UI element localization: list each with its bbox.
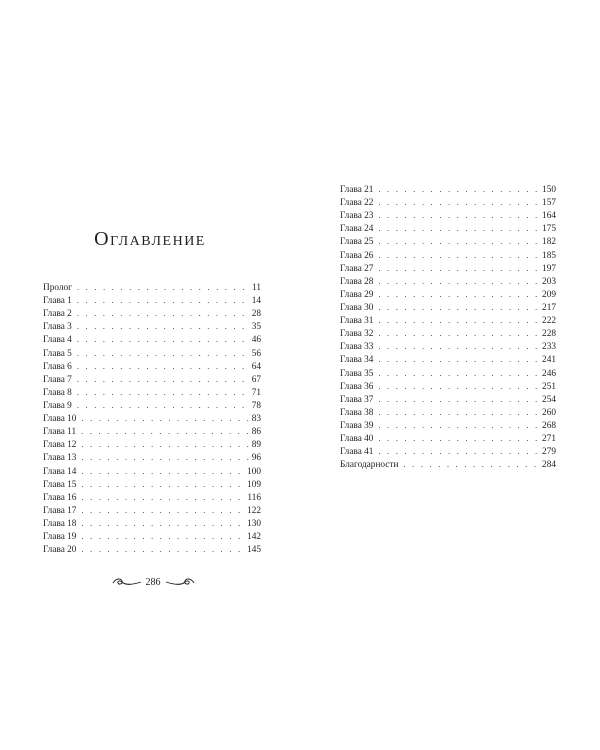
toc-entry <box>43 307 261 320</box>
dot-leader <box>378 340 539 353</box>
toc-entry-label: Пролог <box>43 283 72 293</box>
toc-entry-label: Глава 20 <box>43 545 77 556</box>
dot-leader <box>81 412 248 425</box>
toc-entry <box>340 367 556 380</box>
toc-entry-label: Глава 2 <box>43 309 72 320</box>
toc-entry-label: Глава 16 <box>43 492 77 503</box>
dot-leader <box>378 183 539 196</box>
dot-leader <box>81 491 244 504</box>
toc-entry <box>43 491 261 504</box>
toc-entry-page: 182 <box>542 237 556 248</box>
toc-entry <box>340 288 556 301</box>
toc-entry-page: 157 <box>542 198 556 209</box>
dot-leader <box>378 380 539 393</box>
toc-entry <box>340 419 556 432</box>
toc-entry-page: 197 <box>542 263 556 274</box>
toc-entry-label: Благодарности <box>340 460 399 471</box>
toc-entry <box>340 301 556 314</box>
dot-leader <box>77 320 249 333</box>
toc-entry-page: 209 <box>542 289 556 300</box>
toc-entry <box>43 465 261 478</box>
toc-entry-label: Глава 33 <box>340 342 374 353</box>
toc-entry <box>340 432 556 445</box>
toc-entry <box>43 281 261 294</box>
toc-entry <box>43 530 261 543</box>
toc-entry-page: 175 <box>542 224 556 235</box>
toc-entry-label: Глава 9 <box>43 400 72 411</box>
toc-entry-label: Глава 35 <box>340 368 374 379</box>
toc-entry <box>340 222 556 235</box>
toc-entry-page: 116 <box>247 492 261 503</box>
toc-entry-label: Глава 39 <box>340 420 374 431</box>
toc-entry <box>43 517 261 530</box>
toc-entry-page: 284 <box>542 460 556 471</box>
toc-entry-page: 164 <box>542 211 556 222</box>
toc-entry <box>340 327 556 340</box>
toc-entry <box>43 478 261 491</box>
dot-leader <box>378 262 539 275</box>
toc-entry-page: 89 <box>251 440 261 451</box>
toc-entry-page: 254 <box>542 394 556 405</box>
toc-entry <box>43 347 261 360</box>
toc-entry-page: 228 <box>542 329 556 340</box>
toc-entry-label: Глава 8 <box>43 387 72 398</box>
toc-entry-label: Глава 37 <box>340 394 374 405</box>
dot-leader <box>77 386 249 399</box>
toc-entry-page: 271 <box>542 434 556 445</box>
dot-leader <box>81 438 248 451</box>
toc-entry-label: Глава 13 <box>43 453 77 464</box>
toc-entry-page: 28 <box>251 309 261 320</box>
toc-entry <box>340 183 556 196</box>
toc-entry-page: 14 <box>251 296 261 307</box>
dot-leader <box>378 353 539 366</box>
toc-entry <box>340 445 556 458</box>
toc-entry-label: Глава 41 <box>340 447 374 458</box>
toc-entry <box>43 425 261 438</box>
toc-entry-page: 130 <box>247 518 261 529</box>
dot-leader <box>81 451 248 464</box>
toc-entry-label: Глава 7 <box>43 374 72 385</box>
toc-entry-label: Глава 34 <box>340 355 374 366</box>
dot-leader <box>378 249 539 262</box>
toc-entry <box>340 275 556 288</box>
toc-entry-label: Глава 31 <box>340 316 374 327</box>
dot-leader <box>81 478 244 491</box>
toc-entry <box>340 262 556 275</box>
dot-leader <box>378 445 539 458</box>
toc-entry <box>340 340 556 353</box>
toc-entry <box>340 458 556 471</box>
toc-entry-label: Глава 5 <box>43 348 72 359</box>
toc-entry-label: Глава 18 <box>43 518 77 529</box>
dot-leader <box>77 347 249 360</box>
page-number: 286 <box>145 576 161 588</box>
toc-entry <box>43 386 261 399</box>
toc-entry-page: 233 <box>542 342 556 353</box>
dot-leader <box>81 543 244 556</box>
toc-entry-label: Глава 23 <box>340 211 374 222</box>
toc-entry-label: Глава 12 <box>43 440 77 451</box>
toc-entry-page: 78 <box>251 400 261 411</box>
flourish-left-icon <box>112 577 142 587</box>
toc-entry-label: Глава 15 <box>43 479 77 490</box>
toc-entry-label: Глава 10 <box>43 414 77 425</box>
toc-entry-page: 222 <box>542 316 556 327</box>
toc-entry-page: 35 <box>251 322 261 333</box>
toc-right-column <box>340 183 556 471</box>
toc-left-column <box>43 281 261 556</box>
toc-entry-label: Глава 26 <box>340 250 374 261</box>
dot-leader <box>77 307 249 320</box>
dot-leader <box>77 281 249 294</box>
dot-leader <box>378 367 539 380</box>
toc-entry-page: 279 <box>542 447 556 458</box>
dot-leader <box>378 196 539 209</box>
dot-leader <box>77 373 249 386</box>
toc-entry-page: 122 <box>247 505 261 516</box>
toc-entry-page: 185 <box>542 250 556 261</box>
toc-entry <box>340 235 556 248</box>
toc-entry-page: 46 <box>251 335 261 346</box>
toc-entry-page: 67 <box>251 374 261 385</box>
dot-leader <box>378 393 539 406</box>
dot-leader <box>378 432 539 445</box>
toc-entry-page: 56 <box>251 348 261 359</box>
dot-leader <box>77 333 249 346</box>
toc-entry-page: 64 <box>251 361 261 372</box>
toc-entry-page: 246 <box>542 368 556 379</box>
dot-leader <box>378 222 539 235</box>
toc-entry <box>43 412 261 425</box>
dot-leader <box>81 504 244 517</box>
toc-entry-page: 203 <box>542 276 556 287</box>
dot-leader <box>81 465 244 478</box>
toc-entry <box>43 399 261 412</box>
toc-entry-page: 268 <box>542 420 556 431</box>
toc-entry-page: 71 <box>251 387 261 398</box>
toc-entry-label: Глава 3 <box>43 322 72 333</box>
toc-entry-page: 217 <box>542 302 556 313</box>
toc-entry-page: 251 <box>542 381 556 392</box>
toc-entry-page: 109 <box>247 479 261 490</box>
toc-entry-label: Глава 14 <box>43 466 77 477</box>
toc-entry-label: Глава 38 <box>340 407 374 418</box>
dot-leader <box>378 419 539 432</box>
dot-leader <box>378 275 539 288</box>
dot-leader <box>378 301 539 314</box>
toc-entry <box>340 380 556 393</box>
toc-entry <box>340 353 556 366</box>
toc-entry <box>43 543 261 556</box>
toc-entry-page: 100 <box>247 466 261 477</box>
toc-entry <box>43 504 261 517</box>
dot-leader <box>378 406 539 419</box>
toc-entry-page: 142 <box>247 532 261 543</box>
toc-entry <box>340 196 556 209</box>
toc-entry-page: 260 <box>542 407 556 418</box>
toc-entry <box>43 294 261 307</box>
page-footer <box>108 574 198 590</box>
dot-leader <box>378 288 539 301</box>
toc-entry-label: Глава 11 <box>43 427 77 438</box>
dot-leader <box>77 294 249 307</box>
flourish-right-icon <box>165 577 195 587</box>
toc-entry-page: 86 <box>251 427 261 438</box>
toc-entry-label: Глава 28 <box>340 276 374 287</box>
toc-entry-label: Глава 22 <box>340 198 374 209</box>
toc-entry-label: Глава 6 <box>43 361 72 372</box>
toc-entry <box>340 393 556 406</box>
toc-entry <box>43 320 261 333</box>
dot-leader <box>77 360 249 373</box>
toc-entry <box>340 406 556 419</box>
toc-entry-label: Глава 24 <box>340 224 374 235</box>
toc-entry-label: Глава 21 <box>340 185 374 195</box>
dot-leader <box>81 517 244 530</box>
toc-entry-label: Глава 1 <box>43 296 72 307</box>
toc-entry-page: 96 <box>251 453 261 464</box>
dot-leader <box>403 458 539 471</box>
toc-entry <box>43 451 261 464</box>
toc-entry-label: Глава 4 <box>43 335 72 346</box>
dot-leader <box>81 425 249 438</box>
toc-entry <box>43 438 261 451</box>
dot-leader <box>81 530 244 543</box>
toc-entry <box>43 360 261 373</box>
toc-entry-label: Глава 29 <box>340 289 374 300</box>
toc-entry-label: Глава 30 <box>340 302 374 313</box>
toc-entry-page: 150 <box>542 185 556 195</box>
toc-entry-page: 11 <box>252 283 261 293</box>
toc-entry-label: Глава 32 <box>340 329 374 340</box>
page-title: Оглавление <box>94 228 206 250</box>
dot-leader <box>77 399 249 412</box>
toc-entry-page: 145 <box>247 545 261 556</box>
toc-entry-label: Глава 19 <box>43 532 77 543</box>
dot-leader <box>378 327 539 340</box>
toc-entry <box>43 333 261 346</box>
toc-entry-page: 83 <box>251 414 261 425</box>
toc-entry-label: Глава 40 <box>340 434 374 445</box>
dot-leader <box>378 314 539 327</box>
toc-entry <box>340 249 556 262</box>
dot-leader <box>378 209 539 222</box>
toc-entry <box>340 209 556 222</box>
toc-entry-label: Глава 25 <box>340 237 374 248</box>
toc-entry <box>340 314 556 327</box>
toc-entry-page: 241 <box>542 355 556 366</box>
toc-entry-label: Глава 36 <box>340 381 374 392</box>
toc-entry-label: Глава 27 <box>340 263 374 274</box>
toc-entry <box>43 373 261 386</box>
toc-entry-label: Глава 17 <box>43 505 77 516</box>
dot-leader <box>378 235 539 248</box>
